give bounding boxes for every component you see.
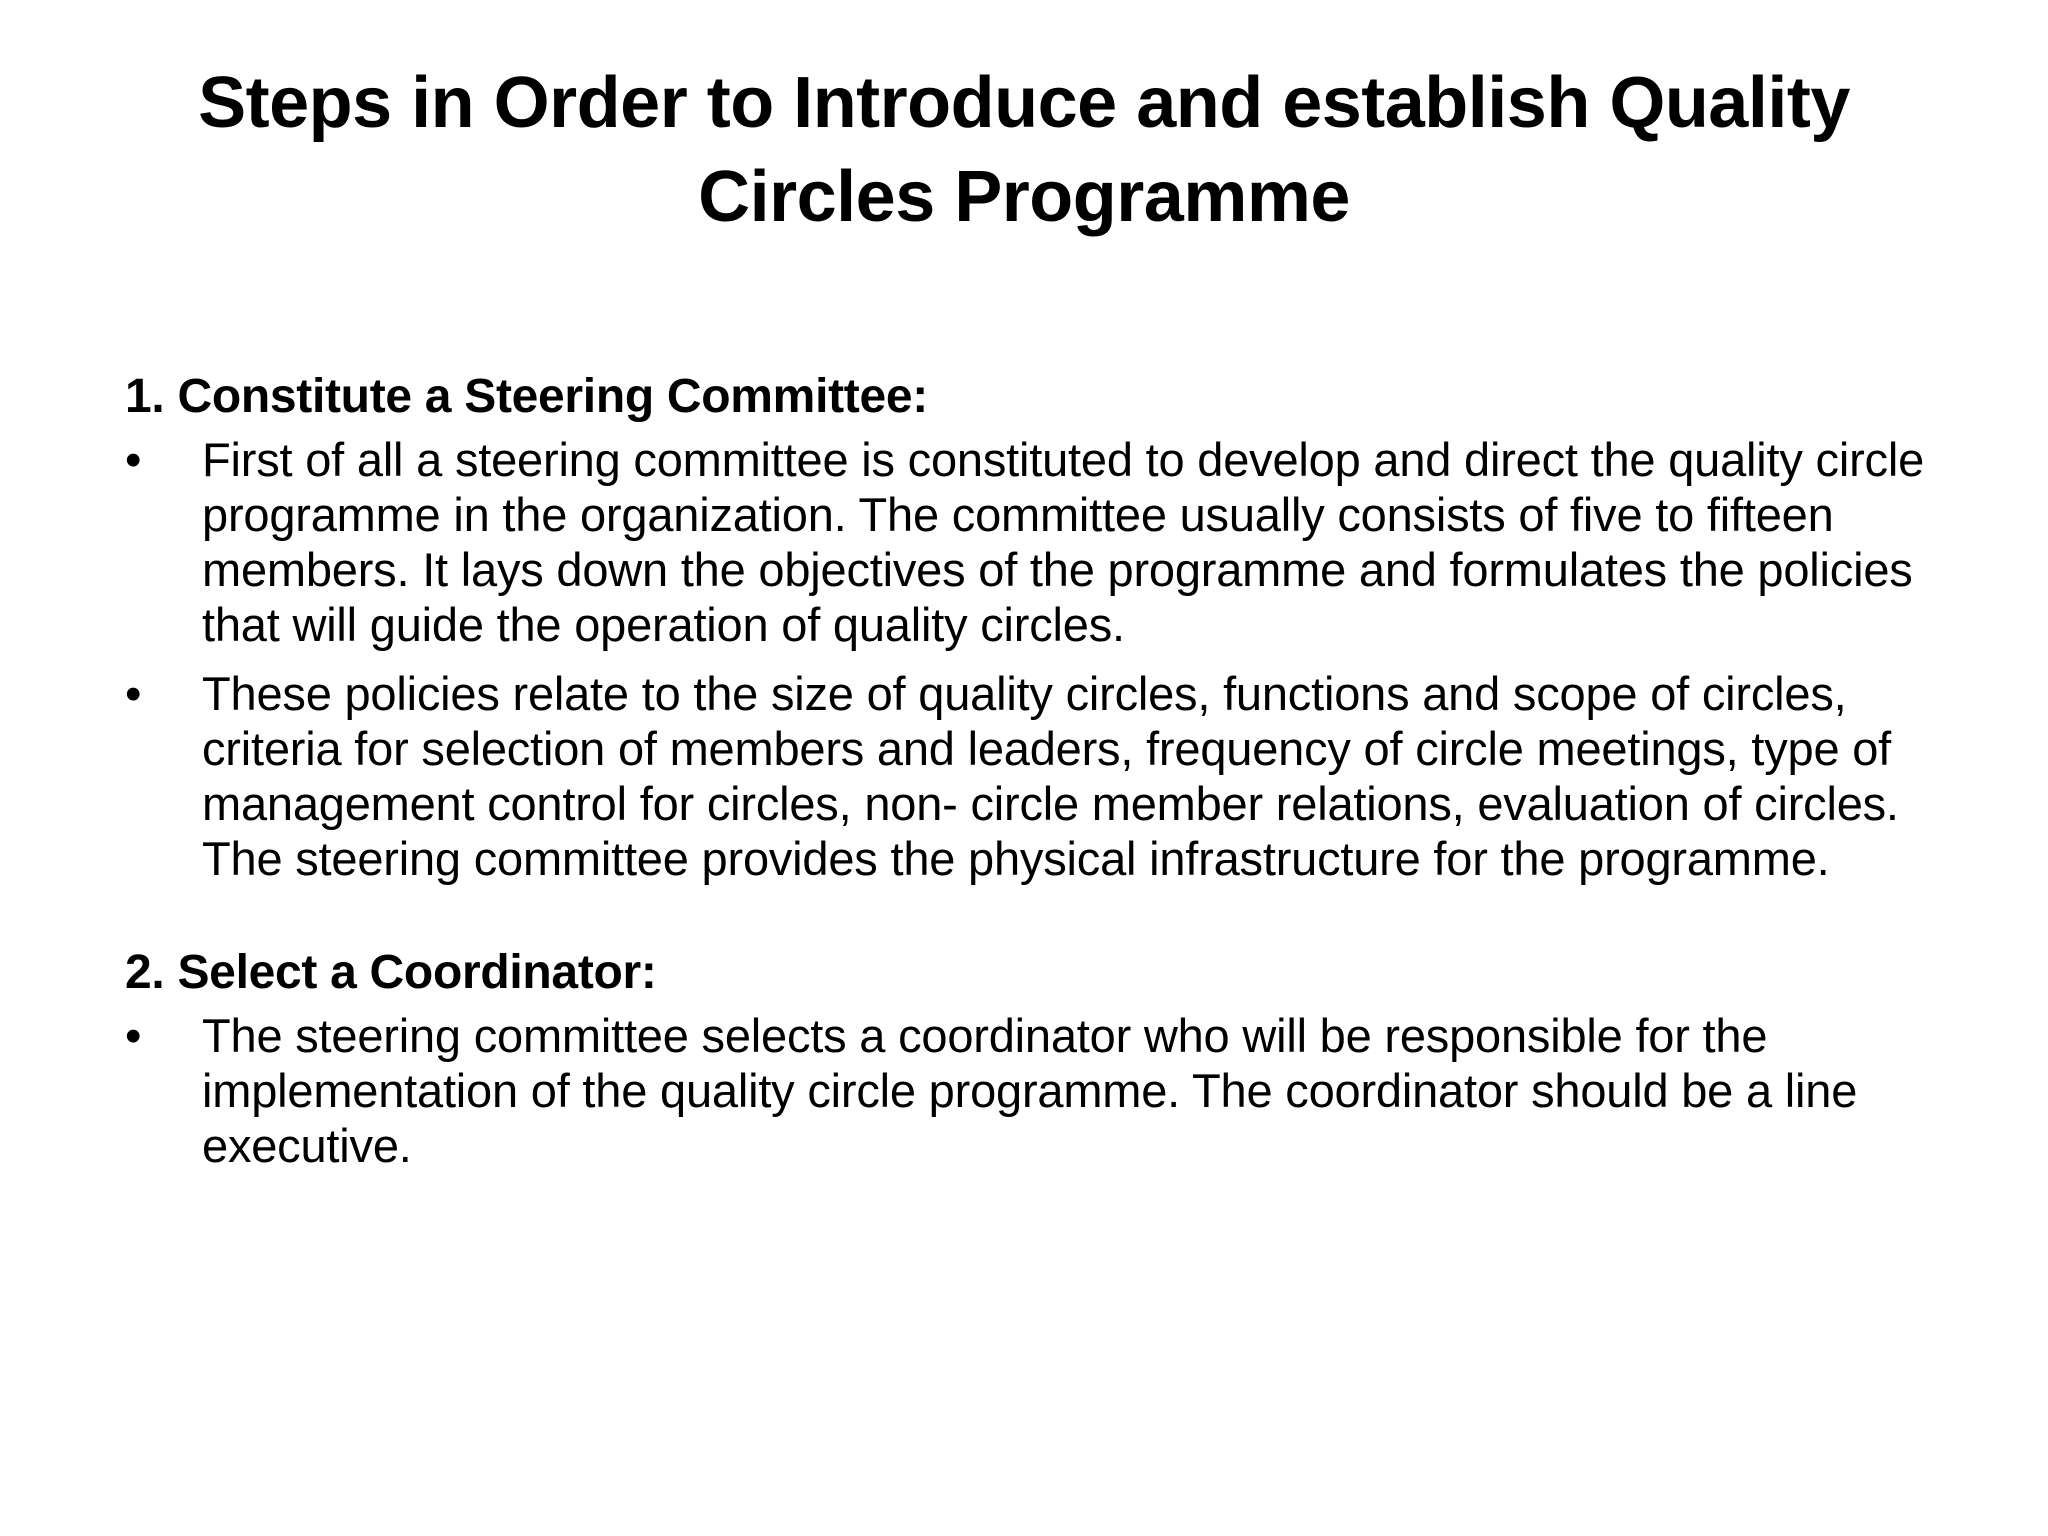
section-coordinator	[125, 944, 1925, 1173]
section-heading: 2. Select a Coordinator:	[125, 946, 657, 999]
slide-title-line-2: Circles Programme	[698, 157, 1350, 237]
section-steering-committee	[125, 368, 1925, 886]
section-heading: 1. Constitute a Steering Committee:	[125, 370, 928, 423]
bullet-item	[125, 432, 1925, 652]
slide-title	[180, 56, 1868, 244]
bullet-text: The steering committee selects a coordinator who will be responsible for the implementation of the quality circle programme. The coordinator should be a line executive.	[202, 1009, 1858, 1172]
bullet-list	[125, 432, 1925, 886]
bullet-list	[125, 1008, 1925, 1173]
bullet-icon: •	[125, 667, 142, 720]
bullet-text: First of all a steering committee is constituted to develop and direct the quality circle programme in the organization. The committee usually consists of five to fifteen members. It lays down the objectives of the programme and formulates the policies that will guide the operation of quality circles.	[202, 433, 1925, 651]
bullet-icon: •	[125, 1009, 142, 1062]
slide-content	[125, 368, 1925, 1187]
bullet-item	[125, 1008, 1925, 1173]
bullet-text: These policies relate to the size of quality circles, functions and scope of circles, criteria for selection of members and leaders, frequency of circle meetings, type of management control for circles, non- circle member relations, evaluation of circles. The steering committee provides the physical infrastructure for the programme.	[202, 667, 1899, 885]
slide-title-line-1: Steps in Order to Introduce and establish Quality	[198, 63, 1850, 143]
bullet-item	[125, 666, 1925, 886]
bullet-icon: •	[125, 433, 142, 486]
